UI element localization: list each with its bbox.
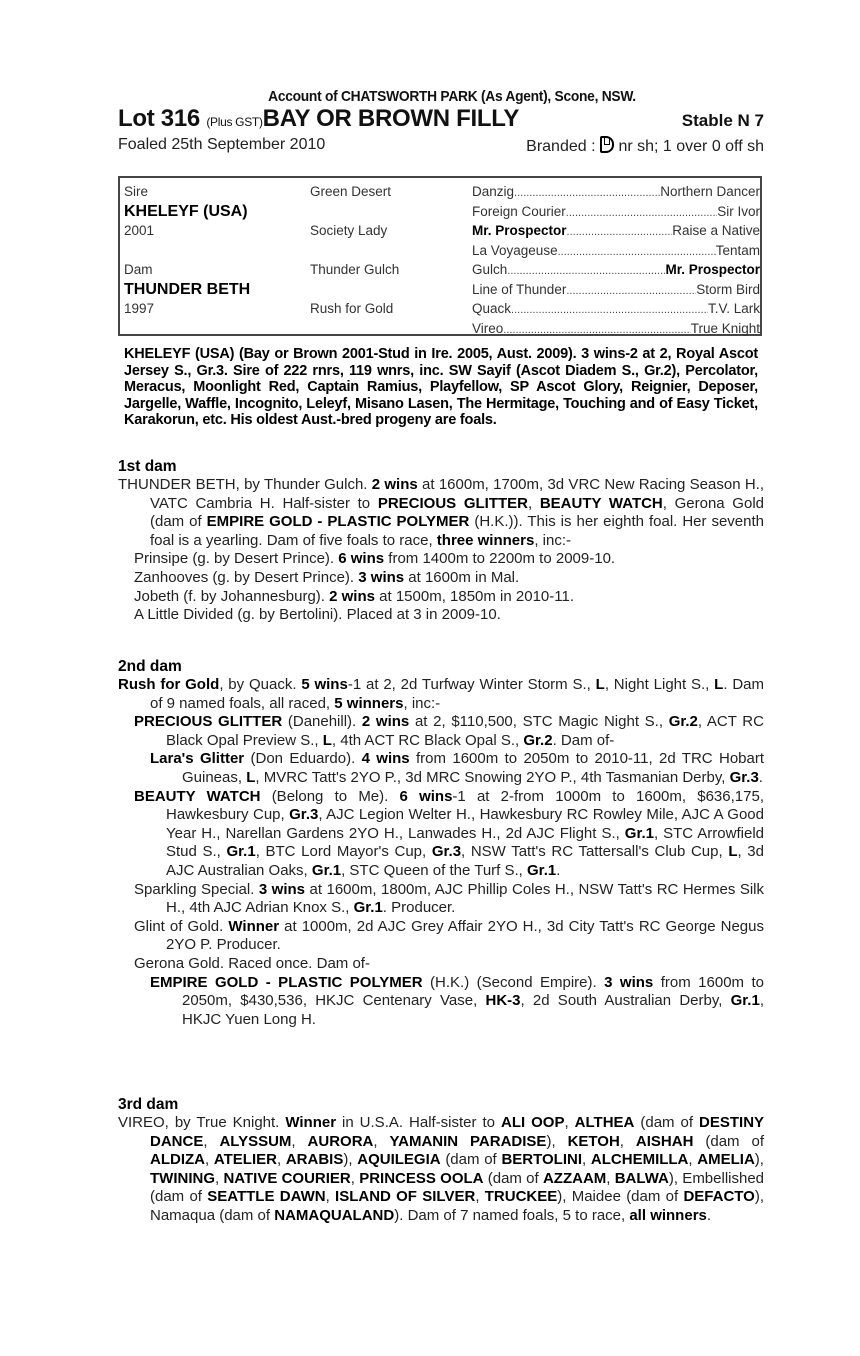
foal-entry: Prinsipe (g. by Desert Prince). 6 wins from 1400m to 2200m to 2009-10. [134,550,616,568]
stable-location: Stable N 7 [681,111,764,130]
sire-label: Sire [124,184,149,199]
progeny-entry: Sparkling Special. 3 wins at 1600m, 1800m, AJC Phillip Coles H., NSW Tatt's RC Hermes Silk H., 4th AJC Adrian Knox S., Gr.1. Producer. [134,880,764,917]
foal-entry: Jobeth (f. by Johannesburg). 2 wins at 1500m, 1850m in 2010-11. [134,587,575,605]
pedigree-ancestors-column [472,182,760,338]
brand-mark-icon [600,136,614,153]
grandparent: Society Lady [310,223,388,238]
dam-name: THUNDER BETH [124,280,251,298]
ancestor-row: Line of Thunder ..... Storm Bird [472,280,760,300]
foal-entry: Zanhooves (g. by Desert Prince). 3 wins at 1600m in Mal. [134,568,520,586]
third-dam-section [118,1096,764,1226]
grandparent: Rush for Gold [310,301,394,316]
progeny-entry: Gerona Gold. Raced once. Dam of- [134,954,370,972]
third-dam-heading: 3rd dam [118,1096,179,1113]
catalogue-page [118,88,764,157]
ancestor-row: La Voyageuse ..... Tentam [472,241,760,261]
brand-info [526,136,764,156]
foaled-date: Foaled 25th September 2010 [118,136,326,153]
progeny-entry: PRECIOUS GLITTER (Danehill). 2 wins at 2, $110,500, STC Magic Night S., Gr.2, ACT RC Black Opal Preview S., L, 4th ACT RC Black Opal S., Gr.2. Dam of- [134,713,764,749]
pedigree-grandparents-column [310,182,480,319]
foal-entry: A Little Divided (g. by Bertolini). Placed at 3 in 2009-10. [134,606,501,624]
lot-number: Lot 316 [118,105,200,132]
sire-year: 2001 [124,223,155,238]
branded-detail: nr sh; 1 over 0 off sh [618,138,764,155]
grandparent: Green Desert [310,184,392,199]
plus-gst: (Plus GST) [206,115,263,129]
pedigree-parents-column [124,182,304,319]
pedigree-table [118,176,762,336]
foaled-line [118,133,764,157]
second-dam-intro: Rush for Gold, by Quack. 5 wins-1 at 2, 2d Turfway Winter Storm S., L, Night Light S., L. Dam of 9 named foals, all raced, 5 winners, inc:- [118,676,764,712]
progeny-entry: Lara's Glitter (Don Eduardo). 4 wins from 1600m to 2050m to 2010-11, 2d TRC Hobart Guineas, L, MVRC Tatt's 2YO P., 3d MRC Snowing 2YO P., 4th Tasmanian Derby, Gr.3. [150,750,765,786]
ancestor-row: Quack ..... T.V. Lark [472,299,760,319]
first-dam-text: THUNDER BETH, by Thunder Gulch. 2 wins at 1600m, 1700m, 3d VRC New Racing Season H., VATC Cambria H. Half-sister to PRECIOUS GLITTER, BEAUTY WATCH, Gerona Gold (dam of EMPIRE GOLD - PLASTIC POLYMER (H.K.)). This is her eighth foal. Her seventh foal is a yearling. Dam of five foals to race, three winners, inc:- [118,476,765,549]
first-dam-section [118,458,764,625]
sire-summary: KHELEYF (USA) (Bay or Brown 2001-Stud in Ire. 2005, Aust. 2009). 3 wins-2 at 2, Royal Ascot Jersey S., Gr.3. Sire of 222 rnrs, 119 wnrs, inc. SW Sayif (Ascot Diadem S., Gr.2), Percolator, Meracus, Moonlight Red, Captain Ramius, Playfellow, SP Ascot Glory, Reignier, Deposer, Jargelle, Waffle, Incognito, Leleyf, Misano Lasen, The Hermitage, Touching and of Easy Ticket, Karakorun, etc. His oldest Aust.-bred progeny are foals. [124,346,758,428]
lot-title [118,105,519,133]
dam-year: 1997 [124,301,155,316]
horse-description: BAY OR BROWN FILLY [262,105,520,132]
grandparent: Thunder Gulch [310,262,400,277]
ancestor-row: Foreign Courier ..... Sir Ivor [472,202,760,222]
vendor-account: Account of CHATSWORTH PARK (As Agent), Scone, NSW. [268,88,636,105]
first-dam-heading: 1st dam [118,458,177,475]
ancestor-row: Danzig ..... Northern Dancer [472,182,760,202]
ancestor-row: Gulch ..... Mr. Prospector [472,260,760,280]
lot-line [118,105,764,133]
progeny-entry: EMPIRE GOLD - PLASTIC POLYMER (H.K.) (Second Empire). 3 wins from 1600m to 2050m, $430,536, HKJC Centenary Vase, HK-3, 2d South Australian Derby, Gr.1, HKJC Yuen Long H. [150,973,764,1028]
ancestor-row: Mr. Prospector ..... Raise a Native [472,221,760,241]
dam-label: Dam [124,262,153,277]
branded-label: Branded : [526,138,596,155]
second-dam-heading: 2nd dam [118,658,182,675]
sire-name: KHELEYF (USA) [124,202,248,220]
progeny-entry: Glint of Gold. Winner at 1000m, 2d AJC Grey Affair 2YO H., 3d City Tatt's RC George Negus 2YO P. Producer. [134,917,764,954]
second-dam-section [118,658,764,1029]
progeny-entry: BEAUTY WATCH (Belong to Me). 6 wins-1 at 2-from 1000m to 1600m, $636,175, Hawkesbury Cup, Gr.3, AJC Legion Welter H., Hawkesbury RC Rowley Mile, AJC A Good Year H., Narellan Gardens 2YO H., Lanwades H., 2d AJC Flight S., Gr.1, STC Arrowfield Stud S., Gr.1, BTC Lord Mayor's Cup, Gr.3, NSW Tatt's RC Tattersall's Club Cup, L, 3d AJC Australian Oaks, Gr.1, STC Queen of the Turf S., Gr.1. [134,787,764,879]
third-dam-text: VIREO, by True Knight. Winner in U.S.A. Half-sister to ALI OOP, ALTHEA (dam of DESTINY DANCE, ALYSSUM, AURORA, YAMANIN PARADISE), KETOH, AISHAH (dam of ALDIZA, ATELIER, ARABIS), AQUILEGIA (dam of BERTOLINI, ALCHEMILLA, AMELIA), TWINING, NATIVE COURIER, PRINCESS OOLA (dam of AZZAAM, BALWA), Embellished (dam of SEATTLE DAWN, ISLAND OF SILVER, TRUCKEE), Maidee (dam of DEFACTO), Namaqua (dam of NAMAQUALAND). Dam of 7 named foals, 5 to race, all winners. [118,1114,765,1224]
ancestor-row: Vireo ..... True Knight [472,319,760,339]
